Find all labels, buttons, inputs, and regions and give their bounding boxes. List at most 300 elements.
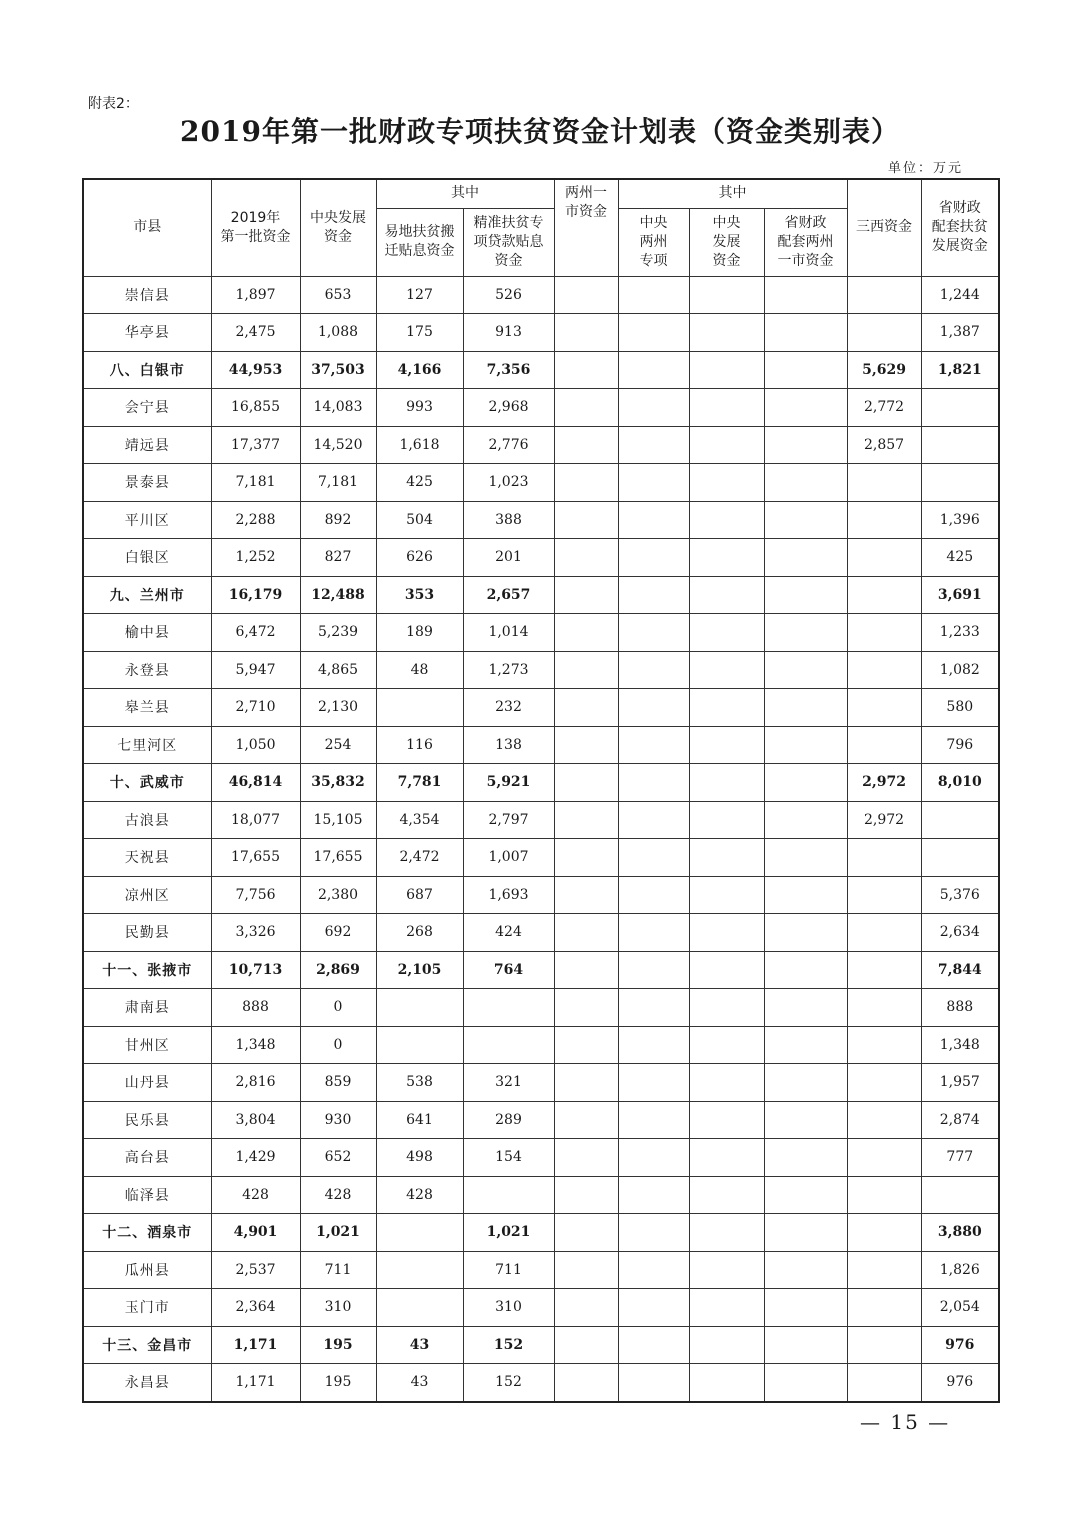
subtotal-row	[83, 1214, 999, 1252]
header-prov-dev: 省财政 配套扶贫 发展资金	[921, 179, 999, 276]
row-name: 凉州区	[83, 876, 211, 914]
cell-value	[847, 914, 921, 952]
cell-value: 4,166	[376, 351, 463, 389]
row-name: 十三、金昌市	[83, 1326, 211, 1364]
cell-value	[764, 501, 847, 539]
cell-value: 2,797	[463, 801, 554, 839]
table-row	[83, 989, 999, 1027]
table-row	[83, 501, 999, 539]
cell-value	[618, 1214, 689, 1252]
cell-value	[847, 1289, 921, 1327]
cell-value	[554, 1139, 618, 1177]
row-name: 九、兰州市	[83, 576, 211, 614]
cell-value: 353	[376, 576, 463, 614]
cell-value: 1,050	[211, 726, 300, 764]
header-of-which-2: 其中	[618, 179, 847, 208]
cell-value	[689, 1214, 764, 1252]
cell-value	[689, 839, 764, 877]
cell-value: 152	[463, 1326, 554, 1364]
cell-value	[689, 276, 764, 314]
cell-value: 2,130	[300, 689, 376, 727]
cell-value	[847, 1064, 921, 1102]
table-row	[83, 614, 999, 652]
cell-value: 2,105	[376, 951, 463, 989]
cell-value	[554, 951, 618, 989]
cell-value	[554, 651, 618, 689]
cell-value	[376, 1289, 463, 1327]
cell-value: 0	[300, 989, 376, 1027]
cell-value	[764, 389, 847, 427]
cell-value	[618, 351, 689, 389]
header-central-two-states: 中央 两州 专项	[618, 208, 689, 276]
cell-value	[618, 314, 689, 352]
cell-value: 1,014	[463, 614, 554, 652]
table-row	[83, 726, 999, 764]
row-name: 肃南县	[83, 989, 211, 1027]
cell-value	[764, 276, 847, 314]
cell-value	[554, 1326, 618, 1364]
cell-value	[689, 876, 764, 914]
subtotal-row	[83, 1326, 999, 1364]
cell-value: 46,814	[211, 764, 300, 802]
cell-value	[764, 1214, 847, 1252]
cell-value: 1,233	[921, 614, 999, 652]
cell-value	[764, 876, 847, 914]
cell-value	[618, 426, 689, 464]
cell-value: 1,023	[463, 464, 554, 502]
cell-value	[764, 614, 847, 652]
cell-value	[554, 801, 618, 839]
unit-label: 单位：万元	[887, 161, 963, 176]
cell-value: 1,821	[921, 351, 999, 389]
cell-value	[618, 914, 689, 952]
cell-value	[764, 576, 847, 614]
row-name: 十二、酒泉市	[83, 1214, 211, 1252]
table-row	[83, 839, 999, 877]
table-body	[83, 276, 999, 1402]
cell-value	[689, 501, 764, 539]
cell-value	[689, 464, 764, 502]
cell-value	[764, 314, 847, 352]
subtotal-row	[83, 951, 999, 989]
cell-value: 1,348	[211, 1026, 300, 1064]
cell-value	[921, 464, 999, 502]
cell-value	[689, 1326, 764, 1364]
cell-value	[689, 801, 764, 839]
cell-value: 859	[300, 1064, 376, 1102]
cell-value: 254	[300, 726, 376, 764]
table-row	[83, 1026, 999, 1064]
cell-value: 195	[300, 1326, 376, 1364]
cell-value: 2,364	[211, 1289, 300, 1327]
cell-value	[376, 1214, 463, 1252]
cell-value	[847, 1326, 921, 1364]
cell-value	[554, 389, 618, 427]
cell-value: 0	[300, 1026, 376, 1064]
cell-value: 18,077	[211, 801, 300, 839]
cell-value: 5,629	[847, 351, 921, 389]
cell-value	[554, 914, 618, 952]
cell-value	[847, 614, 921, 652]
cell-value: 1,897	[211, 276, 300, 314]
table-row	[83, 1364, 999, 1402]
cell-value: 5,921	[463, 764, 554, 802]
cell-value	[618, 1064, 689, 1102]
cell-value	[554, 726, 618, 764]
cell-value: 930	[300, 1101, 376, 1139]
cell-value	[689, 764, 764, 802]
cell-value	[847, 1214, 921, 1252]
cell-value	[618, 839, 689, 877]
cell-value: 892	[300, 501, 376, 539]
subtotal-row	[83, 764, 999, 802]
cell-value	[618, 1026, 689, 1064]
table-header	[83, 179, 999, 276]
cell-value	[376, 689, 463, 727]
cell-value: 1,007	[463, 839, 554, 877]
cell-value	[554, 689, 618, 727]
cell-value: 175	[376, 314, 463, 352]
header-central-dev: 中央 发展 资金	[689, 208, 764, 276]
cell-value	[689, 389, 764, 427]
cell-value	[689, 1026, 764, 1064]
cell-value	[618, 989, 689, 1027]
cell-value	[554, 576, 618, 614]
header-relocation: 易地扶贫搬 迁贴息资金	[376, 208, 463, 276]
cell-value: 388	[463, 501, 554, 539]
cell-value	[689, 1176, 764, 1214]
table-row	[83, 539, 999, 577]
row-name: 平川区	[83, 501, 211, 539]
cell-value	[554, 276, 618, 314]
header-precision: 精准扶贫专 项贷款贴息 资金	[463, 208, 554, 276]
cell-value: 425	[921, 539, 999, 577]
cell-value: 976	[921, 1364, 999, 1402]
cell-value	[554, 764, 618, 802]
cell-value: 15,105	[300, 801, 376, 839]
cell-value	[921, 426, 999, 464]
cell-value	[847, 464, 921, 502]
cell-value: 827	[300, 539, 376, 577]
cell-value: 43	[376, 1364, 463, 1402]
cell-value	[689, 1139, 764, 1177]
cell-value	[764, 689, 847, 727]
cell-value: 1,618	[376, 426, 463, 464]
table-row	[83, 1064, 999, 1102]
cell-value: 2,972	[847, 801, 921, 839]
cell-value: 7,181	[300, 464, 376, 502]
cell-value: 888	[211, 989, 300, 1027]
row-name: 皋兰县	[83, 689, 211, 727]
cell-value: 993	[376, 389, 463, 427]
table-row	[83, 276, 999, 314]
cell-value: 5,947	[211, 651, 300, 689]
cell-value	[847, 276, 921, 314]
cell-value	[618, 726, 689, 764]
cell-value	[554, 1176, 618, 1214]
cell-value: 43	[376, 1326, 463, 1364]
cell-value	[618, 1139, 689, 1177]
cell-value: 2,634	[921, 914, 999, 952]
cell-value	[764, 1251, 847, 1289]
cell-value	[764, 351, 847, 389]
subtotal-row	[83, 576, 999, 614]
cell-value: 127	[376, 276, 463, 314]
cell-value	[689, 614, 764, 652]
table-row	[83, 876, 999, 914]
cell-value: 14,520	[300, 426, 376, 464]
row-name: 十、武威市	[83, 764, 211, 802]
cell-value: 14,083	[300, 389, 376, 427]
cell-value: 1,396	[921, 501, 999, 539]
cell-value: 1,171	[211, 1326, 300, 1364]
cell-value	[689, 351, 764, 389]
cell-value	[689, 651, 764, 689]
table-row	[83, 689, 999, 727]
cell-value	[847, 1026, 921, 1064]
cell-value	[764, 764, 847, 802]
cell-value	[764, 539, 847, 577]
cell-value: 976	[921, 1326, 999, 1364]
row-name: 榆中县	[83, 614, 211, 652]
cell-value	[764, 914, 847, 952]
cell-value: 2,869	[300, 951, 376, 989]
fund-table	[82, 178, 1000, 1403]
cell-value: 2,475	[211, 314, 300, 352]
cell-value: 5,376	[921, 876, 999, 914]
cell-value: 580	[921, 689, 999, 727]
cell-value	[689, 576, 764, 614]
cell-value: 424	[463, 914, 554, 952]
cell-value: 7,844	[921, 951, 999, 989]
cell-value: 44,953	[211, 351, 300, 389]
cell-value	[618, 689, 689, 727]
row-name: 高台县	[83, 1139, 211, 1177]
cell-value	[921, 839, 999, 877]
cell-value: 626	[376, 539, 463, 577]
row-name: 景泰县	[83, 464, 211, 502]
cell-value: 201	[463, 539, 554, 577]
cell-value	[554, 464, 618, 502]
cell-value: 498	[376, 1139, 463, 1177]
cell-value: 1,252	[211, 539, 300, 577]
row-name: 山丹县	[83, 1064, 211, 1102]
cell-value	[554, 539, 618, 577]
cell-value	[618, 276, 689, 314]
row-name: 永昌县	[83, 1364, 211, 1402]
row-name: 古浪县	[83, 801, 211, 839]
cell-value: 7,356	[463, 351, 554, 389]
row-name: 白银区	[83, 539, 211, 577]
cell-value: 653	[300, 276, 376, 314]
table-row	[83, 1101, 999, 1139]
cell-value	[618, 1326, 689, 1364]
cell-value: 7,181	[211, 464, 300, 502]
cell-value	[618, 651, 689, 689]
cell-value: 3,880	[921, 1214, 999, 1252]
cell-value: 116	[376, 726, 463, 764]
cell-value	[618, 1251, 689, 1289]
cell-value: 1,957	[921, 1064, 999, 1102]
cell-value	[764, 801, 847, 839]
cell-value	[847, 314, 921, 352]
cell-value	[554, 426, 618, 464]
cell-value	[764, 1064, 847, 1102]
cell-value	[764, 651, 847, 689]
cell-value: 1,693	[463, 876, 554, 914]
cell-value	[463, 1026, 554, 1064]
table-row	[83, 426, 999, 464]
header-total: 2019年 第一批资金	[211, 179, 300, 276]
cell-value	[689, 1364, 764, 1402]
cell-value: 2,472	[376, 839, 463, 877]
subtotal-row	[83, 351, 999, 389]
cell-value	[689, 1064, 764, 1102]
cell-value: 152	[463, 1364, 554, 1402]
row-name: 崇信县	[83, 276, 211, 314]
cell-value	[689, 689, 764, 727]
cell-value: 888	[921, 989, 999, 1027]
cell-value: 425	[376, 464, 463, 502]
cell-value: 6,472	[211, 614, 300, 652]
cell-value: 687	[376, 876, 463, 914]
cell-value	[689, 1251, 764, 1289]
cell-value	[554, 501, 618, 539]
cell-value	[847, 1139, 921, 1177]
page-title: 2019年第一批财政专项扶贫资金计划表（资金类别表）	[180, 115, 900, 148]
row-name: 永登县	[83, 651, 211, 689]
cell-value	[618, 951, 689, 989]
cell-value: 310	[300, 1289, 376, 1327]
cell-value: 17,655	[300, 839, 376, 877]
cell-value: 1,021	[463, 1214, 554, 1252]
cell-value: 428	[376, 1176, 463, 1214]
cell-value	[689, 914, 764, 952]
cell-value	[689, 951, 764, 989]
cell-value	[618, 576, 689, 614]
cell-value	[764, 1364, 847, 1402]
cell-value	[618, 1289, 689, 1327]
header-sanxi: 三西资金	[847, 179, 921, 276]
cell-value	[689, 314, 764, 352]
cell-value	[764, 989, 847, 1027]
cell-value	[554, 876, 618, 914]
cell-value	[764, 1101, 847, 1139]
table-row	[83, 389, 999, 427]
cell-value	[847, 689, 921, 727]
cell-value	[554, 1026, 618, 1064]
cell-value	[376, 1251, 463, 1289]
cell-value	[463, 1176, 554, 1214]
annex-label: 附表2：	[88, 96, 139, 112]
cell-value: 777	[921, 1139, 999, 1177]
table-row	[83, 914, 999, 952]
row-name: 天祝县	[83, 839, 211, 877]
cell-value	[618, 764, 689, 802]
table-row	[83, 1251, 999, 1289]
table-row	[83, 464, 999, 502]
cell-value	[689, 1289, 764, 1327]
cell-value	[764, 839, 847, 877]
cell-value: 7,756	[211, 876, 300, 914]
cell-value: 2,857	[847, 426, 921, 464]
cell-value	[554, 1101, 618, 1139]
header-prov-match: 省财政 配套两州 一市资金	[764, 208, 847, 276]
cell-value: 1,244	[921, 276, 999, 314]
cell-value	[618, 614, 689, 652]
cell-value: 1,088	[300, 314, 376, 352]
cell-value: 2,972	[847, 764, 921, 802]
cell-value: 764	[463, 951, 554, 989]
cell-value	[847, 989, 921, 1027]
cell-value	[764, 951, 847, 989]
cell-value: 2,054	[921, 1289, 999, 1327]
cell-value: 641	[376, 1101, 463, 1139]
cell-value: 195	[300, 1364, 376, 1402]
header-two-states: 两州一 市资金	[554, 179, 618, 276]
cell-value	[764, 726, 847, 764]
cell-value: 2,710	[211, 689, 300, 727]
cell-value: 1,826	[921, 1251, 999, 1289]
table-row	[83, 314, 999, 352]
cell-value	[847, 576, 921, 614]
cell-value: 17,655	[211, 839, 300, 877]
row-name: 瓜州县	[83, 1251, 211, 1289]
cell-value	[847, 501, 921, 539]
cell-value: 232	[463, 689, 554, 727]
cell-value	[921, 801, 999, 839]
cell-value: 2,537	[211, 1251, 300, 1289]
cell-value	[618, 1176, 689, 1214]
cell-value: 1,273	[463, 651, 554, 689]
cell-value	[618, 1364, 689, 1402]
cell-value	[376, 989, 463, 1027]
cell-value: 913	[463, 314, 554, 352]
cell-value	[764, 1289, 847, 1327]
cell-value: 4,901	[211, 1214, 300, 1252]
cell-value: 428	[211, 1176, 300, 1214]
cell-value	[764, 1139, 847, 1177]
cell-value: 2,968	[463, 389, 554, 427]
cell-value	[847, 1101, 921, 1139]
cell-value	[847, 1251, 921, 1289]
cell-value	[554, 989, 618, 1027]
row-name: 会宁县	[83, 389, 211, 427]
cell-value: 7,781	[376, 764, 463, 802]
cell-value: 2,816	[211, 1064, 300, 1102]
cell-value: 711	[300, 1251, 376, 1289]
cell-value	[689, 989, 764, 1027]
cell-value: 2,380	[300, 876, 376, 914]
cell-value	[847, 876, 921, 914]
cell-value	[554, 351, 618, 389]
cell-value: 2,288	[211, 501, 300, 539]
row-name: 华亭县	[83, 314, 211, 352]
cell-value	[618, 801, 689, 839]
cell-value: 48	[376, 651, 463, 689]
cell-value	[847, 951, 921, 989]
cell-value	[618, 501, 689, 539]
cell-value	[554, 1364, 618, 1402]
row-name: 民勤县	[83, 914, 211, 952]
table-row	[83, 1139, 999, 1177]
cell-value: 16,855	[211, 389, 300, 427]
cell-value: 3,691	[921, 576, 999, 614]
cell-value	[689, 426, 764, 464]
cell-value	[847, 726, 921, 764]
cell-value	[921, 1176, 999, 1214]
cell-value: 538	[376, 1064, 463, 1102]
